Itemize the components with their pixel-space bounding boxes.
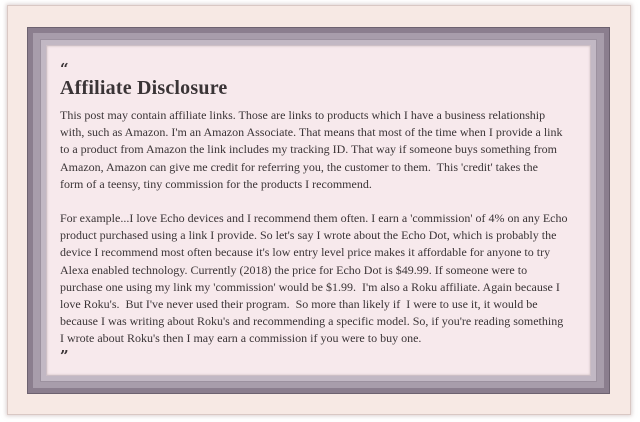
affiliate-disclosure-block [60, 60, 580, 363]
open-quote-mark: “ [60, 60, 69, 78]
disclosure-paragraph-1: This post may contain affiliate links. Those are links to products which I have a business relationship with, such as Amazon. I'm an Amazon Associate. That means that most of the time when I provide a link to a product from Amazon the link includes my tracking ID. That way if someone buys something from Amazon, Amazon can give me credit for referring you, the customer to them. This 'credit' takes the form of a teensy, tiny commission for the products I recommend. [60, 108, 563, 191]
disclosure-title: Affiliate Disclosure [60, 77, 228, 99]
close-quote-mark: ” [60, 346, 69, 365]
disclosure-paragraph-2: For example...I love Echo devices and I recommend them often. I earn a 'commission' of 4% on any Echo product purchased using a link I provide. So let's say I wrote about the Echo Dot, which is probably the device I recommend most often because it's low entry level price makes it affordable for anyone to try Alexa enabled technology. Currently (2018) the price for Echo Dot is $49.99. If someone were to purchase one using my link my 'commission' would be $1.99. I'm also a Roku affiliate. Again because I love Roku's. But I've never used their program. So more than likely if I were to use it, it would be because I was writing about Roku's and recommending a specific model. So, if you're reading something I wrote about Roku's then I may earn a commission if you were to buy one. [60, 211, 568, 346]
